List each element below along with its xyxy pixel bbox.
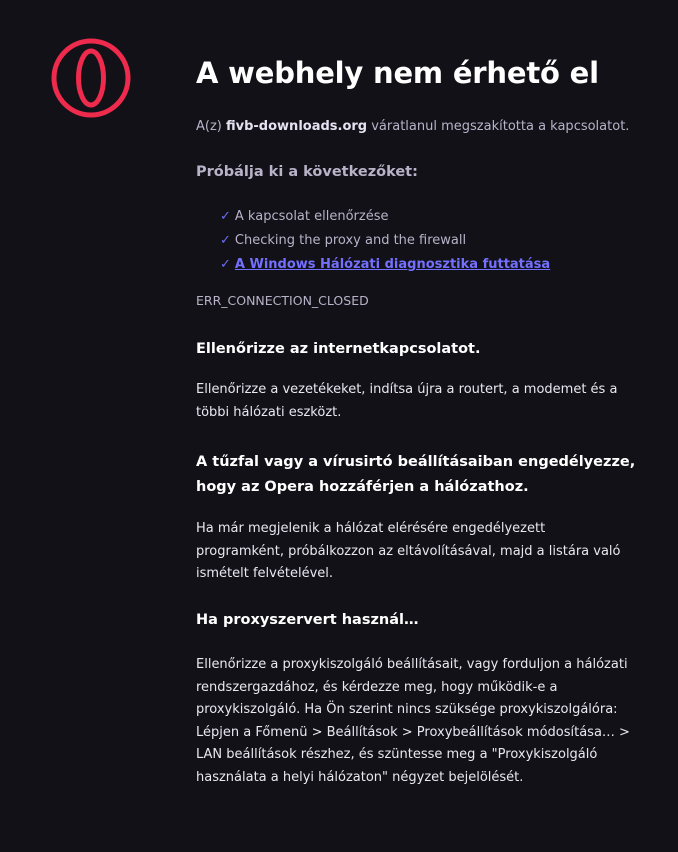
checkmark-icon: ✓: [220, 209, 231, 224]
suggestions-list: [220, 207, 550, 279]
section-heading-firewall: A tűzfal vagy a vírusirtó beállításaiban engedélyezze, hogy az Opera hozzáférjen a hálózathoz.: [196, 454, 636, 495]
section-text-connection: Ellenőrizze a vezetékeket, indítsa újra a routert, a modemet és a többi hálózati eszközt.: [196, 382, 618, 420]
section-text-firewall: Ha már megjelenik a hálózat elérésére engedélyezett programként, próbálkozzon az eltávolításával, majd a listára való ismételt felvételével.: [196, 521, 621, 581]
opera-logo-icon: [50, 37, 132, 119]
suggestion-item: [220, 255, 550, 279]
suggestion-item: [220, 207, 550, 231]
suggestion-text: A kapcsolat ellenőrzése: [234, 209, 389, 224]
subtitle-prefix: A(z): [196, 119, 226, 134]
section-heading-connection: Ellenőrizze az internetkapcsolatot.: [196, 341, 481, 357]
suggestion-item: [220, 231, 550, 255]
host-name: fivb-downloads.org: [226, 119, 368, 134]
section-heading-proxy: Ha proxyszervert használ…: [196, 612, 419, 628]
network-diagnostics-link[interactable]: A Windows Hálózati diagnosztika futtatása: [234, 257, 551, 272]
checkmark-icon: ✓: [220, 257, 231, 272]
error-subtitle: [196, 119, 629, 134]
suggestion-text: Checking the proxy and the firewall: [234, 233, 467, 248]
checkmark-icon: ✓: [220, 233, 231, 248]
subtitle-suffix: váratlanul megszakította a kapcsolatot.: [367, 119, 630, 134]
error-code: ERR_CONNECTION_CLOSED: [196, 293, 369, 308]
suggestions-heading: Próbálja ki a következőket:: [196, 164, 418, 180]
page-title: A webhely nem érhető el: [196, 56, 599, 90]
section-text-proxy: Ellenőrizze a proxykiszolgáló beállításait, vagy forduljon a hálózati rendszergazdához, és kérdezze meg, hogy működik-e a proxykiszolgáló. Ha Ön szerint nincs szüksége proxykiszolgálóra: Lépjen a Főmenü > Beállítások > Proxybeállítások módosítása… > LAN beállítások részhez, és szüntesse meg a "Proxykiszolgáló használata a helyi hálózaton" négyzet bejelölését.: [196, 657, 630, 785]
